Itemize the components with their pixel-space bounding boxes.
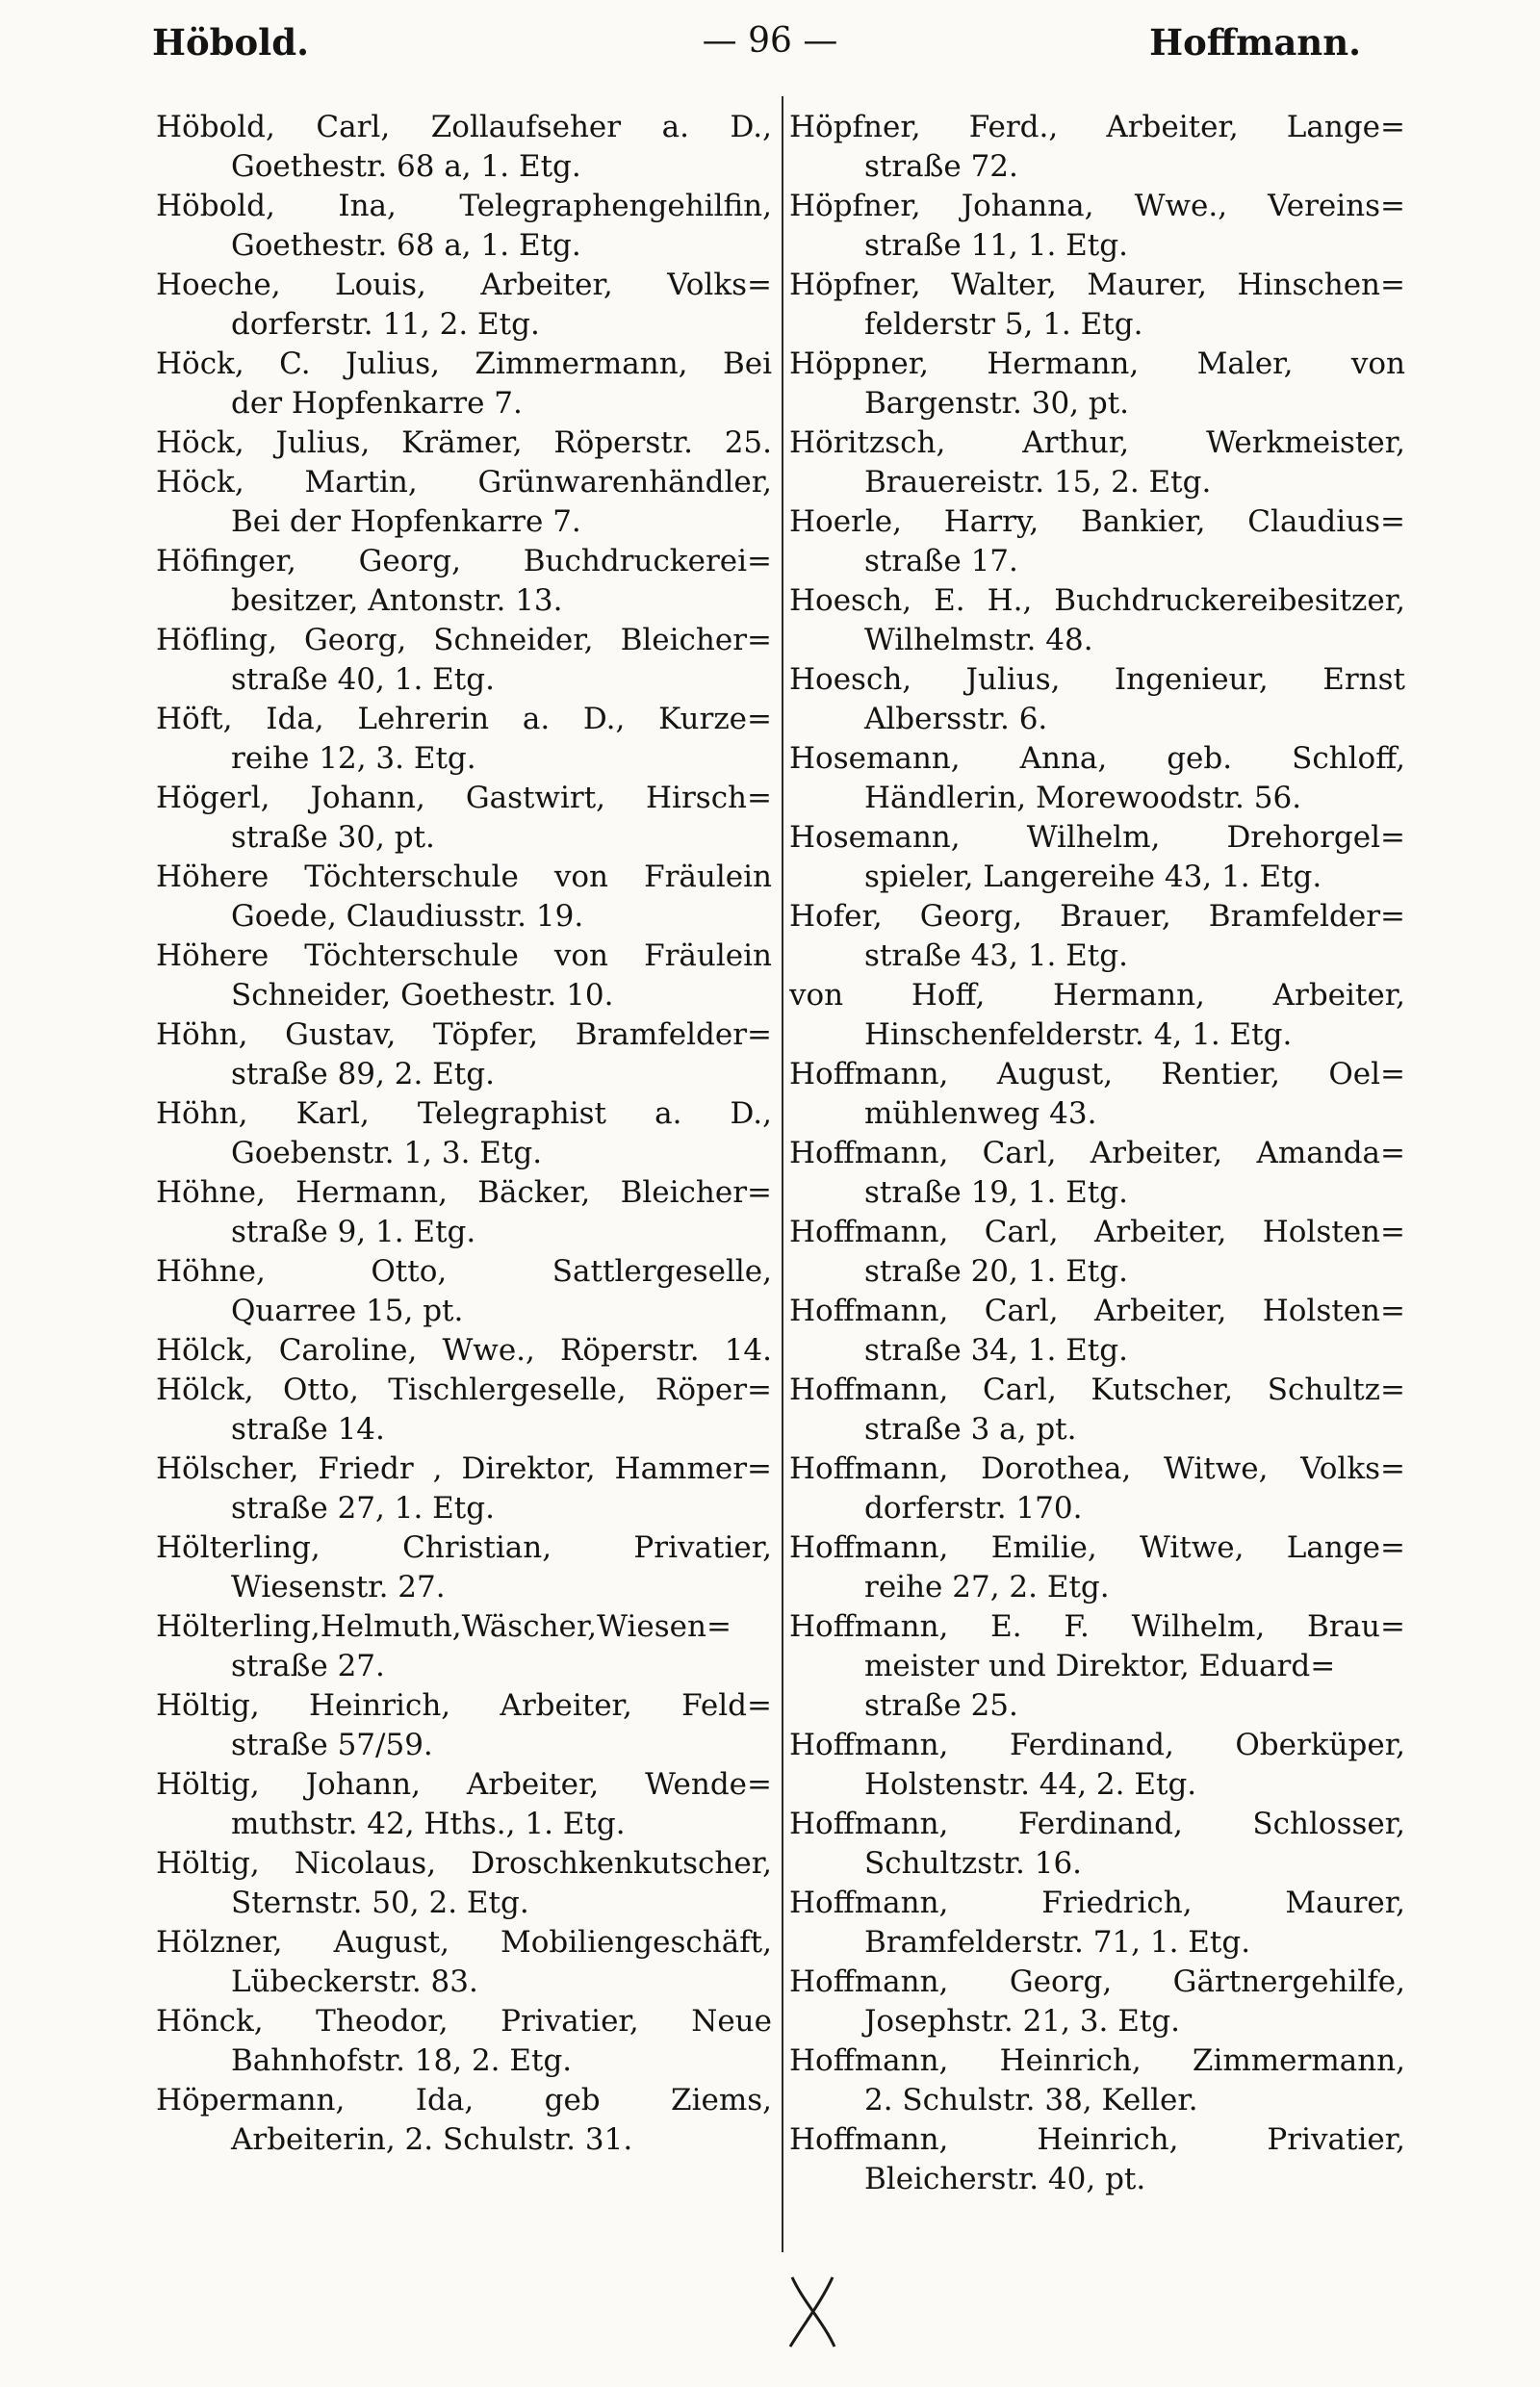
entry-address-line: Lübeckerstr. 83. bbox=[231, 1964, 478, 1999]
entry-address-line: Bargenstr. 30, pt. bbox=[864, 386, 1130, 421]
directory-entry bbox=[789, 818, 1405, 897]
entry-address-line: Goethestr. 68 a, 1. Etg. bbox=[231, 228, 581, 263]
directory-entry bbox=[156, 1252, 772, 1331]
entry-address-line: dorferstr. 170. bbox=[864, 1491, 1083, 1526]
entry-address-line: straße 72. bbox=[864, 149, 1018, 184]
entry-address-line: straße 17. bbox=[864, 544, 1018, 578]
entry-address-line: straße 34, 1. Etg. bbox=[864, 1333, 1128, 1368]
entry-name-line: Hölck, Otto, Tischlergeselle, Röper= bbox=[156, 1373, 772, 1407]
entry-address-line: Goethestr. 68 a, 1. Etg. bbox=[231, 149, 581, 184]
entry-name-line: Höhere Töchterschule von Fräulein bbox=[156, 938, 772, 973]
entry-name-line: Höpfner, Johanna, Wwe., Vereins= bbox=[789, 189, 1405, 223]
entry-name-line: Höft, Ida, Lehrerin a. D., Kurze= bbox=[156, 702, 772, 736]
directory-entry bbox=[156, 1607, 772, 1686]
entry-name-line: Hoerle, Harry, Bankier, Claudius= bbox=[789, 504, 1405, 539]
entry-name-line: Höbold, Ina, Telegraphengehilfin, bbox=[156, 189, 772, 223]
entry-address-line: straße 43, 1. Etg. bbox=[864, 938, 1128, 973]
entry-address-line: Goebenstr. 1, 3. Etg. bbox=[231, 1136, 543, 1170]
entry-address-line: straße 40, 1. Etg. bbox=[231, 662, 495, 697]
header-left-keyword: Höbold. bbox=[152, 21, 309, 64]
directory-entry bbox=[156, 1528, 772, 1607]
entry-name-line: Höhne, Otto, Sattlergeselle, bbox=[156, 1254, 772, 1289]
entry-address-line: reihe 12, 3. Etg. bbox=[231, 741, 476, 776]
entry-address-line: Schneider, Goethestr. 10. bbox=[231, 978, 614, 1013]
right-column bbox=[789, 108, 1405, 2199]
entry-name-line: Hölzner, August, Mobiliengeschäft, bbox=[156, 1925, 772, 1960]
entry-address-line: reihe 27, 2. Etg. bbox=[864, 1570, 1110, 1604]
entry-address-line: Wiesenstr. 27. bbox=[231, 1570, 446, 1604]
page-number: — 96 — bbox=[702, 21, 838, 61]
directory-entry bbox=[789, 2041, 1405, 2120]
entry-name-line: Hoffmann, Ferdinand, Schlosser, bbox=[789, 1807, 1405, 1841]
directory-entry bbox=[156, 266, 772, 345]
entry-address-line: straße 3 a, pt. bbox=[864, 1412, 1077, 1447]
directory-entry bbox=[789, 108, 1405, 187]
entry-address-line: straße 30, pt. bbox=[231, 820, 435, 855]
entry-address-line: Bramfelderstr. 71, 1. Etg. bbox=[864, 1925, 1251, 1960]
entry-address-line: Schultzstr. 16. bbox=[864, 1846, 1083, 1881]
directory-entry bbox=[789, 897, 1405, 976]
directory-entry bbox=[789, 976, 1405, 1055]
entry-name-line: Hölscher, Friedr , Direktor, Hammer= bbox=[156, 1451, 772, 1486]
entry-name-line: Hosemann, Wilhelm, Drehorgel= bbox=[789, 820, 1405, 855]
entry-name-line: Hoffmann, Dorothea, Witwe, Volks= bbox=[789, 1451, 1405, 1486]
entry-address-line: Bei der Hopfenkarre 7. bbox=[231, 504, 581, 539]
entry-address-line: Arbeiterin, 2. Schulstr. 31. bbox=[231, 2122, 633, 2157]
entry-address-line: muthstr. 42, Hths., 1. Etg. bbox=[231, 1807, 626, 1841]
entry-name-line: Hosemann, Anna, geb. Schloff, bbox=[789, 741, 1405, 776]
entry-name-line: Hoffmann, Heinrich, Privatier, bbox=[789, 2122, 1405, 2157]
directory-entry bbox=[789, 1292, 1405, 1371]
directory-entry bbox=[156, 1765, 772, 1844]
entry-name-line: Höhere Töchterschule von Fräulein bbox=[156, 860, 772, 894]
entry-address-line: straße 27. bbox=[231, 1649, 385, 1683]
directory-entry bbox=[156, 937, 772, 1015]
entry-name-line: Hölterling, Christian, Privatier, bbox=[156, 1530, 772, 1565]
entry-address-line: Bahnhofstr. 18, 2. Etg. bbox=[231, 2043, 573, 2078]
entry-name-line: Hoffmann, Carl, Arbeiter, Amanda= bbox=[789, 1136, 1405, 1170]
directory-entry bbox=[789, 1726, 1405, 1805]
directory-entry bbox=[789, 1963, 1405, 2041]
entry-address-line: besitzer, Antonstr. 13. bbox=[231, 583, 563, 618]
entry-name-line: Hoffmann, E. F. Wilhelm, Brau= bbox=[789, 1609, 1405, 1644]
entry-name-line: Hönck, Theodor, Privatier, Neue bbox=[156, 2004, 772, 2039]
entry-address-line: straße 11, 1. Etg. bbox=[864, 228, 1128, 263]
entry-address-line: straße 14. bbox=[231, 1412, 385, 1447]
directory-entry bbox=[789, 187, 1405, 266]
directory-entry bbox=[789, 502, 1405, 581]
entry-name-line: Hoffmann, Carl, Arbeiter, Holsten= bbox=[789, 1215, 1405, 1249]
entry-name-line: Höltig, Nicolaus, Droschkenkutscher, bbox=[156, 1846, 772, 1881]
directory-entry bbox=[789, 2120, 1405, 2199]
directory-entry bbox=[789, 581, 1405, 660]
entry-address-line: straße 25. bbox=[864, 1688, 1018, 1723]
entry-address-line: Quarree 15, pt. bbox=[231, 1294, 464, 1328]
directory-entry bbox=[156, 1844, 772, 1923]
entry-address-line: Wilhelmstr. 48. bbox=[864, 623, 1093, 657]
entry-name-line: Höpermann, Ida, geb Ziems, bbox=[156, 2083, 772, 2118]
directory-entry bbox=[789, 660, 1405, 739]
directory-entry bbox=[789, 424, 1405, 502]
entry-name-line: Höhn, Gustav, Töpfer, Bramfelder= bbox=[156, 1017, 772, 1052]
entry-address-line: Josephstr. 21, 3. Etg. bbox=[864, 2004, 1181, 2039]
entry-address-line: dorferstr. 11, 2. Etg. bbox=[231, 307, 540, 342]
entry-address-line: Goede, Claudiusstr. 19. bbox=[231, 899, 584, 934]
directory-entry bbox=[156, 1331, 772, 1371]
directory-entry bbox=[156, 1371, 772, 1450]
directory-entry bbox=[156, 621, 772, 700]
entry-name-line: Höbold, Carl, Zollaufseher a. D., bbox=[156, 110, 772, 144]
entry-address-line: straße 57/59. bbox=[231, 1728, 433, 1762]
entry-name-line: Hoeche, Louis, Arbeiter, Volks= bbox=[156, 268, 772, 302]
directory-entry bbox=[156, 1923, 772, 2002]
entry-address-line: Hinschenfelderstr. 4, 1. Etg. bbox=[864, 1017, 1293, 1052]
entry-address-line: Brauereistr. 15, 2. Etg. bbox=[864, 465, 1212, 500]
entry-name-line: Höhne, Hermann, Bäcker, Bleicher= bbox=[156, 1175, 772, 1210]
entry-name-line: Hoffmann, Friedrich, Maurer, bbox=[789, 1886, 1405, 1920]
entry-name-line: von Hoff, Hermann, Arbeiter, bbox=[789, 978, 1405, 1013]
entry-name-line: Hofer, Georg, Brauer, Bramfelder= bbox=[789, 899, 1405, 934]
directory-entry bbox=[156, 345, 772, 424]
directory-entry bbox=[156, 2002, 772, 2081]
entry-address-line: spieler, Langereihe 43, 1. Etg. bbox=[864, 860, 1322, 894]
entry-name-line: Hoffmann, Carl, Kutscher, Schultz= bbox=[789, 1373, 1405, 1407]
column-divider bbox=[782, 96, 783, 2252]
entry-name-line: Höfinger, Georg, Buchdruckerei= bbox=[156, 544, 772, 578]
entry-name-line: Höltig, Johann, Arbeiter, Wende= bbox=[156, 1767, 772, 1802]
directory-entry bbox=[789, 1371, 1405, 1450]
directory-entry bbox=[156, 700, 772, 779]
directory-entry bbox=[789, 345, 1405, 424]
entry-name-line: Hoesch, Julius, Ingenieur, Ernst bbox=[789, 662, 1405, 697]
entry-name-line: Hoffmann, Georg, Gärtnergehilfe, bbox=[789, 1964, 1405, 1999]
entry-name-line: Höck, C. Julius, Zimmermann, Bei bbox=[156, 346, 772, 381]
entry-address-line: Holstenstr. 44, 2. Etg. bbox=[864, 1767, 1197, 1802]
directory-entry bbox=[156, 542, 772, 621]
entry-address-line: 2. Schulstr. 38, Keller. bbox=[864, 2083, 1198, 2118]
entry-address-line: Albersstr. 6. bbox=[864, 702, 1048, 736]
entry-name-line: Hölterling,Helmuth,Wäscher,Wiesen= bbox=[156, 1609, 732, 1644]
entry-name-line: Höpfner, Ferd., Arbeiter, Lange= bbox=[789, 110, 1405, 144]
entry-address-line: meister und Direktor, Eduard= bbox=[864, 1649, 1336, 1683]
entry-address-line: straße 19, 1. Etg. bbox=[864, 1175, 1128, 1210]
directory-entry bbox=[156, 779, 772, 858]
signature-mark-icon bbox=[784, 2273, 842, 2350]
entry-address-line: der Hopfenkarre 7. bbox=[231, 386, 523, 421]
directory-entry bbox=[789, 266, 1405, 345]
directory-entry bbox=[156, 108, 772, 187]
entry-name-line: Höck, Julius, Krämer, Röperstr. 25. bbox=[156, 425, 772, 460]
directory-entry bbox=[156, 858, 772, 937]
entry-name-line: Hoffmann, Emilie, Witwe, Lange= bbox=[789, 1530, 1405, 1565]
directory-entry bbox=[789, 1607, 1405, 1726]
entry-name-line: Hoesch, E. H., Buchdruckereibesitzer, bbox=[789, 583, 1405, 618]
entry-address-line: felderstr 5, 1. Etg. bbox=[864, 307, 1143, 342]
directory-entry bbox=[156, 1686, 772, 1765]
entry-address-line: straße 27, 1. Etg. bbox=[231, 1491, 495, 1526]
entry-name-line: Hoffmann, Ferdinand, Oberküper, bbox=[789, 1728, 1405, 1762]
entry-name-line: Hölck, Caroline, Wwe., Röperstr. 14. bbox=[156, 1333, 772, 1368]
directory-entry bbox=[156, 463, 772, 542]
entry-name-line: Höpfner, Walter, Maurer, Hinschen= bbox=[789, 268, 1405, 302]
entry-name-line: Höfling, Georg, Schneider, Bleicher= bbox=[156, 623, 772, 657]
entry-name-line: Höritzsch, Arthur, Werkmeister, bbox=[789, 425, 1405, 460]
entry-name-line: Hoffmann, August, Rentier, Oel= bbox=[789, 1057, 1405, 1091]
entry-address-line: Bleicherstr. 40, pt. bbox=[864, 2162, 1146, 2196]
entry-address-line: straße 89, 2. Etg. bbox=[231, 1057, 495, 1091]
directory-entry bbox=[789, 1805, 1405, 1884]
directory-entry bbox=[156, 187, 772, 266]
entry-address-line: Händlerin, Morewoodstr. 56. bbox=[864, 781, 1302, 815]
directory-entry bbox=[789, 1055, 1405, 1134]
entry-address-line: Sternstr. 50, 2. Etg. bbox=[231, 1886, 529, 1920]
entry-name-line: Höppner, Hermann, Maler, von bbox=[789, 346, 1405, 381]
directory-entry bbox=[789, 1213, 1405, 1292]
directory-entry bbox=[156, 1173, 772, 1252]
entry-name-line: Hoffmann, Heinrich, Zimmermann, bbox=[789, 2043, 1405, 2078]
directory-entry bbox=[789, 1884, 1405, 1963]
directory-entry bbox=[156, 1094, 772, 1173]
header-right-keyword: Hoffmann. bbox=[1149, 21, 1361, 64]
directory-entry bbox=[156, 1450, 772, 1528]
entry-name-line: Högerl, Johann, Gastwirt, Hirsch= bbox=[156, 781, 772, 815]
directory-entry bbox=[789, 739, 1405, 818]
entry-name-line: Hoffmann, Carl, Arbeiter, Holsten= bbox=[789, 1294, 1405, 1328]
directory-entry bbox=[789, 1528, 1405, 1607]
entry-address-line: straße 9, 1. Etg. bbox=[231, 1215, 476, 1249]
directory-entry bbox=[156, 1015, 772, 1094]
directory-entry bbox=[156, 2081, 772, 2160]
entry-address-line: straße 20, 1. Etg. bbox=[864, 1254, 1128, 1289]
directory-entry bbox=[156, 424, 772, 463]
directory-entry bbox=[789, 1134, 1405, 1213]
left-column bbox=[156, 108, 772, 2160]
entry-name-line: Höhn, Karl, Telegraphist a. D., bbox=[156, 1096, 772, 1131]
directory-entry bbox=[789, 1450, 1405, 1528]
entry-address-line: mühlenweg 43. bbox=[864, 1096, 1097, 1131]
entry-name-line: Höltig, Heinrich, Arbeiter, Feld= bbox=[156, 1688, 772, 1723]
entry-name-line: Höck, Martin, Grünwarenhändler, bbox=[156, 465, 772, 500]
